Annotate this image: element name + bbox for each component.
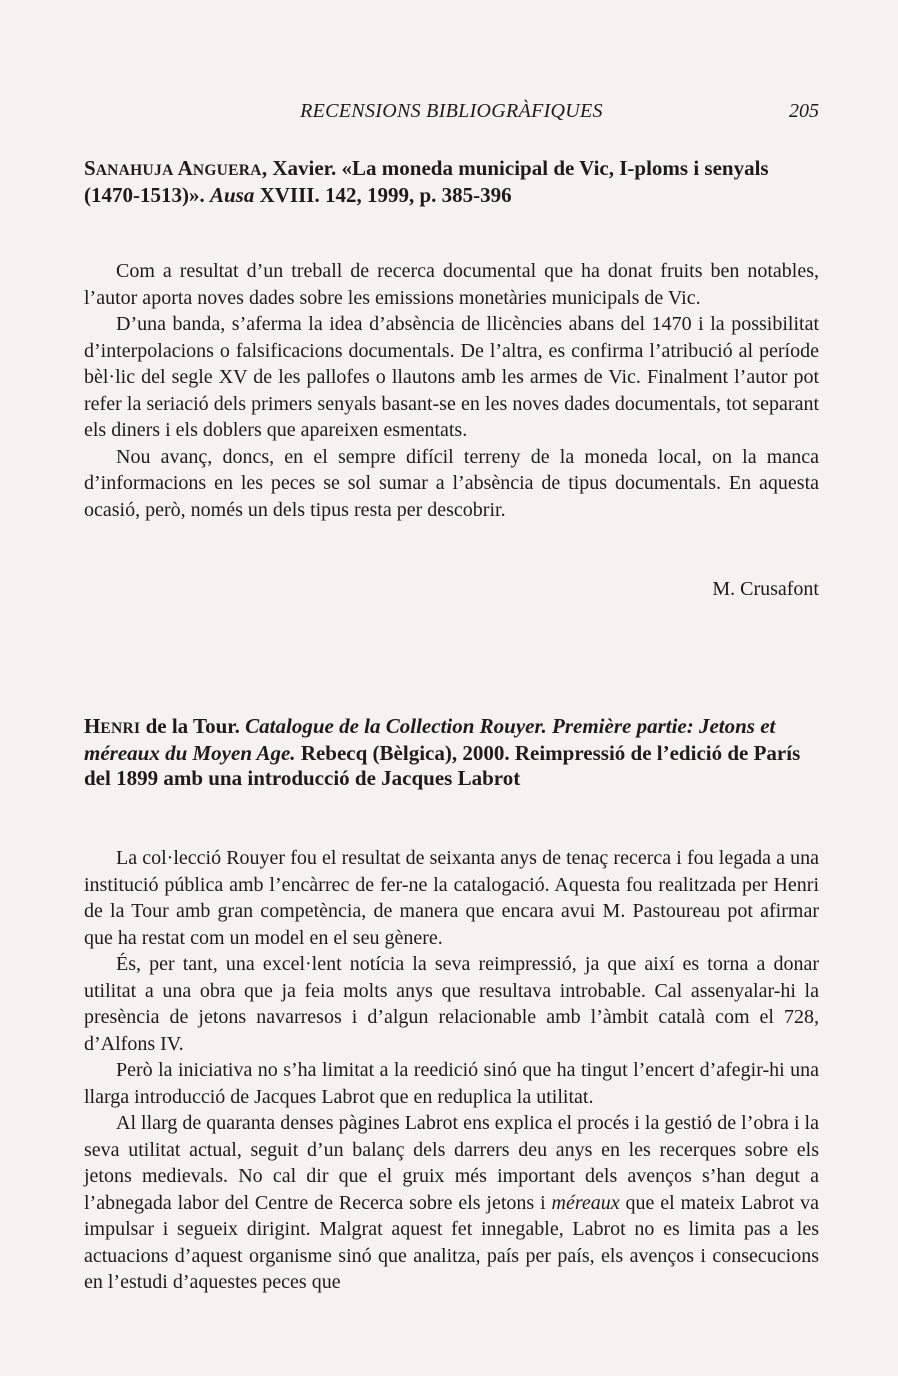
paragraph-text: que el mateix Labrot va impulsar i segueix dirigint. Malgrat aquest fet innegable, Labrot no es limita pas a les actuacions d’aquest organisme sinó que analitza, país per país, els avenços i consecucions en l’estudi d’aquestes peces que <box>84 1191 819 1293</box>
running-title: RECENSIONS BIBLIOGRÀFIQUES <box>300 100 603 122</box>
review-sanahuja <box>84 156 819 601</box>
paragraph <box>84 1110 819 1296</box>
paragraph-text: Al llarg de quaranta denses pàgines Labrot ens explica el procés i la gestió de l’obra i la seva utilitat actual, seguit d’un balanç dels darrers deu anys en les recerques sobre els jetons medievals. No cal dir que el gruix més important dels avenços s’han degut a l’abnegada labor del Centre de Recerca sobre els jetons i <box>84 1112 819 1214</box>
paragraph: Com a resultat d’un treball de recerca documental que ha donat fruits ben notables, l’autor aporta noves dades sobre les emissions monetàries municipals de Vic. <box>84 260 819 309</box>
page-number: 205 <box>789 100 819 122</box>
paragraph: És, per tant, una excel·lent notícia la seva reimpressió, ja que així es torna a donar utilitat a una obra que ja feia molts anys que resultava introbable. Cal assenyalar-hi la presència de jetons navarresos i d’algun relacionable amb l’àmbit català com el 728, d’Alfons IV. <box>84 953 819 1055</box>
review-henri-de-la-tour <box>84 714 819 1296</box>
paragraph: La col·lecció Rouyer fou el resultat de seixanta anys de tenaç recerca i fou legada a una institució pública amb l’encàrrec de fer-ne la catalogació. Aquesta fou realitzada per Henri de la Tour amb gran competència, de manera que encara avui M. Pastoureau pot afirmar que ha restat com un model en el seu gènere. <box>84 847 819 949</box>
review-body <box>84 845 819 1296</box>
work-title: Catalogue de la Collection Rouyer. Première partie: Jetons et méreaux du Moyen Age. <box>84 714 776 765</box>
citation-details: Rebecq (Bèlgica), 2000. Reimpressió de l’edició de París del 1899 amb una introducció de Jacques Labrot <box>84 741 801 790</box>
author-initial: H <box>84 714 101 738</box>
author-initial: S <box>84 156 96 180</box>
citation-details: XVIII. 142, 1999, p. 385-396 <box>254 183 512 207</box>
review-citation <box>84 714 819 791</box>
author-rest: de la Tour. <box>140 714 246 738</box>
paragraph: Nou avanç, doncs, en el sempre difícil terreny de la moneda local, on la manca d’informacions en les peces se sol sumar a l’absència de tipus documentals. En aquesta ocasió, però, només un dels tipus resta per descobrir. <box>84 445 819 521</box>
paragraph: Però la iniciativa no s’ha limitat a la reedició sinó que ha tingut l’encert d’afegir-hi una llarga introducció de Jacques Labrot que en reduplica la utilitat. <box>84 1059 819 1108</box>
paragraph-italic-term: méreaux <box>551 1191 620 1214</box>
author-surname-rest: ANAHUJA <box>95 162 174 179</box>
review-body <box>84 258 819 523</box>
paragraph: D’una banda, s’aferma la idea d’absència de llicències abans del 1470 i la possibilitat d’interpolacions o falsificacions documentals. De l’altra, es confirma l’atribució al període bèl·lic del segle XV de les pallofes o llautons amb les armes de Vic. Finalment l’autor pot refer la seriació dels primers senyals basant-se en les noves dades documentals, tot separant els diners i els doblers que apareixen esmentats. <box>84 313 819 441</box>
reviewer-signature: M. Crusafont <box>712 578 819 600</box>
journal-name: Ausa <box>209 183 255 207</box>
author-given-name: , Xavier. <box>261 156 337 180</box>
page-header <box>84 100 819 130</box>
author-initial: A <box>177 156 193 180</box>
review-citation <box>84 156 819 208</box>
work-title: «La moneda municipal de Vic, I-ploms i senyals (1470-1513)». <box>84 156 769 207</box>
author-surname-rest: NGUERA <box>192 162 262 179</box>
author-surname-rest: ENRI <box>100 720 141 737</box>
